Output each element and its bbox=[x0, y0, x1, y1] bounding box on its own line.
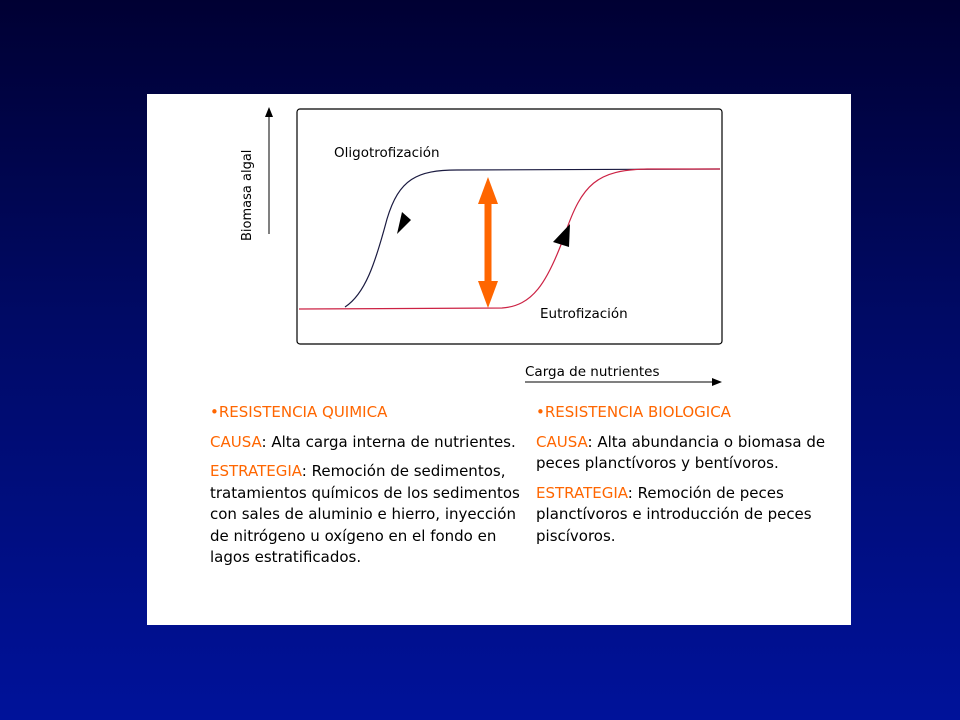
oligotrofizacion-direction-arrow bbox=[397, 212, 411, 234]
hysteresis-diagram bbox=[147, 94, 851, 394]
right-title bbox=[536, 402, 856, 424]
x-axis-label: Carga de nutrientes bbox=[525, 364, 660, 380]
right-strategy-text: : Remoción de peces planctívoros e introducción de peces piscívoros. bbox=[536, 483, 812, 545]
right-cause-text: : Alta abundancia o biomasa de peces planctívoros y bentívoros. bbox=[536, 432, 826, 472]
slide-panel bbox=[147, 94, 851, 625]
oligotrofizacion-label: Oligotrofización bbox=[334, 145, 440, 161]
left-column bbox=[210, 402, 530, 577]
hysteresis-double-arrow bbox=[478, 177, 498, 308]
y-axis-label: Biomasa algal bbox=[240, 149, 255, 241]
left-cause bbox=[210, 432, 530, 454]
oligotrofizacion-curve bbox=[345, 169, 720, 307]
left-strategy bbox=[210, 461, 530, 569]
left-title bbox=[210, 402, 530, 424]
right-bullet: • bbox=[536, 403, 545, 421]
eutrofizacion-direction-arrow bbox=[553, 224, 570, 247]
right-strategy-label: ESTRATEGIA bbox=[536, 483, 628, 502]
left-bullet: • bbox=[210, 403, 219, 421]
left-strategy-label: ESTRATEGIA bbox=[210, 462, 302, 480]
right-cause-label: CAUSA bbox=[536, 432, 588, 451]
right-cause bbox=[536, 432, 856, 475]
left-strategy-text: : Remoción de sedimentos, tratamientos químicos de los sedimentos con sales de aluminio e hierro, inyección de nitrógeno u oxígeno en el fondo en lagos estratificados. bbox=[210, 462, 520, 566]
eutrofizacion-label: Eutrofización bbox=[540, 306, 628, 322]
left-title-text: RESISTENCIA QUIMICA bbox=[218, 403, 388, 421]
left-cause-label: CAUSA bbox=[210, 432, 262, 451]
right-column bbox=[536, 402, 856, 555]
right-strategy bbox=[536, 483, 856, 548]
right-title-text: RESISTENCIA BIOLOGICA bbox=[544, 403, 731, 421]
left-cause-text: : Alta carga interna de nutrientes. bbox=[261, 432, 516, 451]
